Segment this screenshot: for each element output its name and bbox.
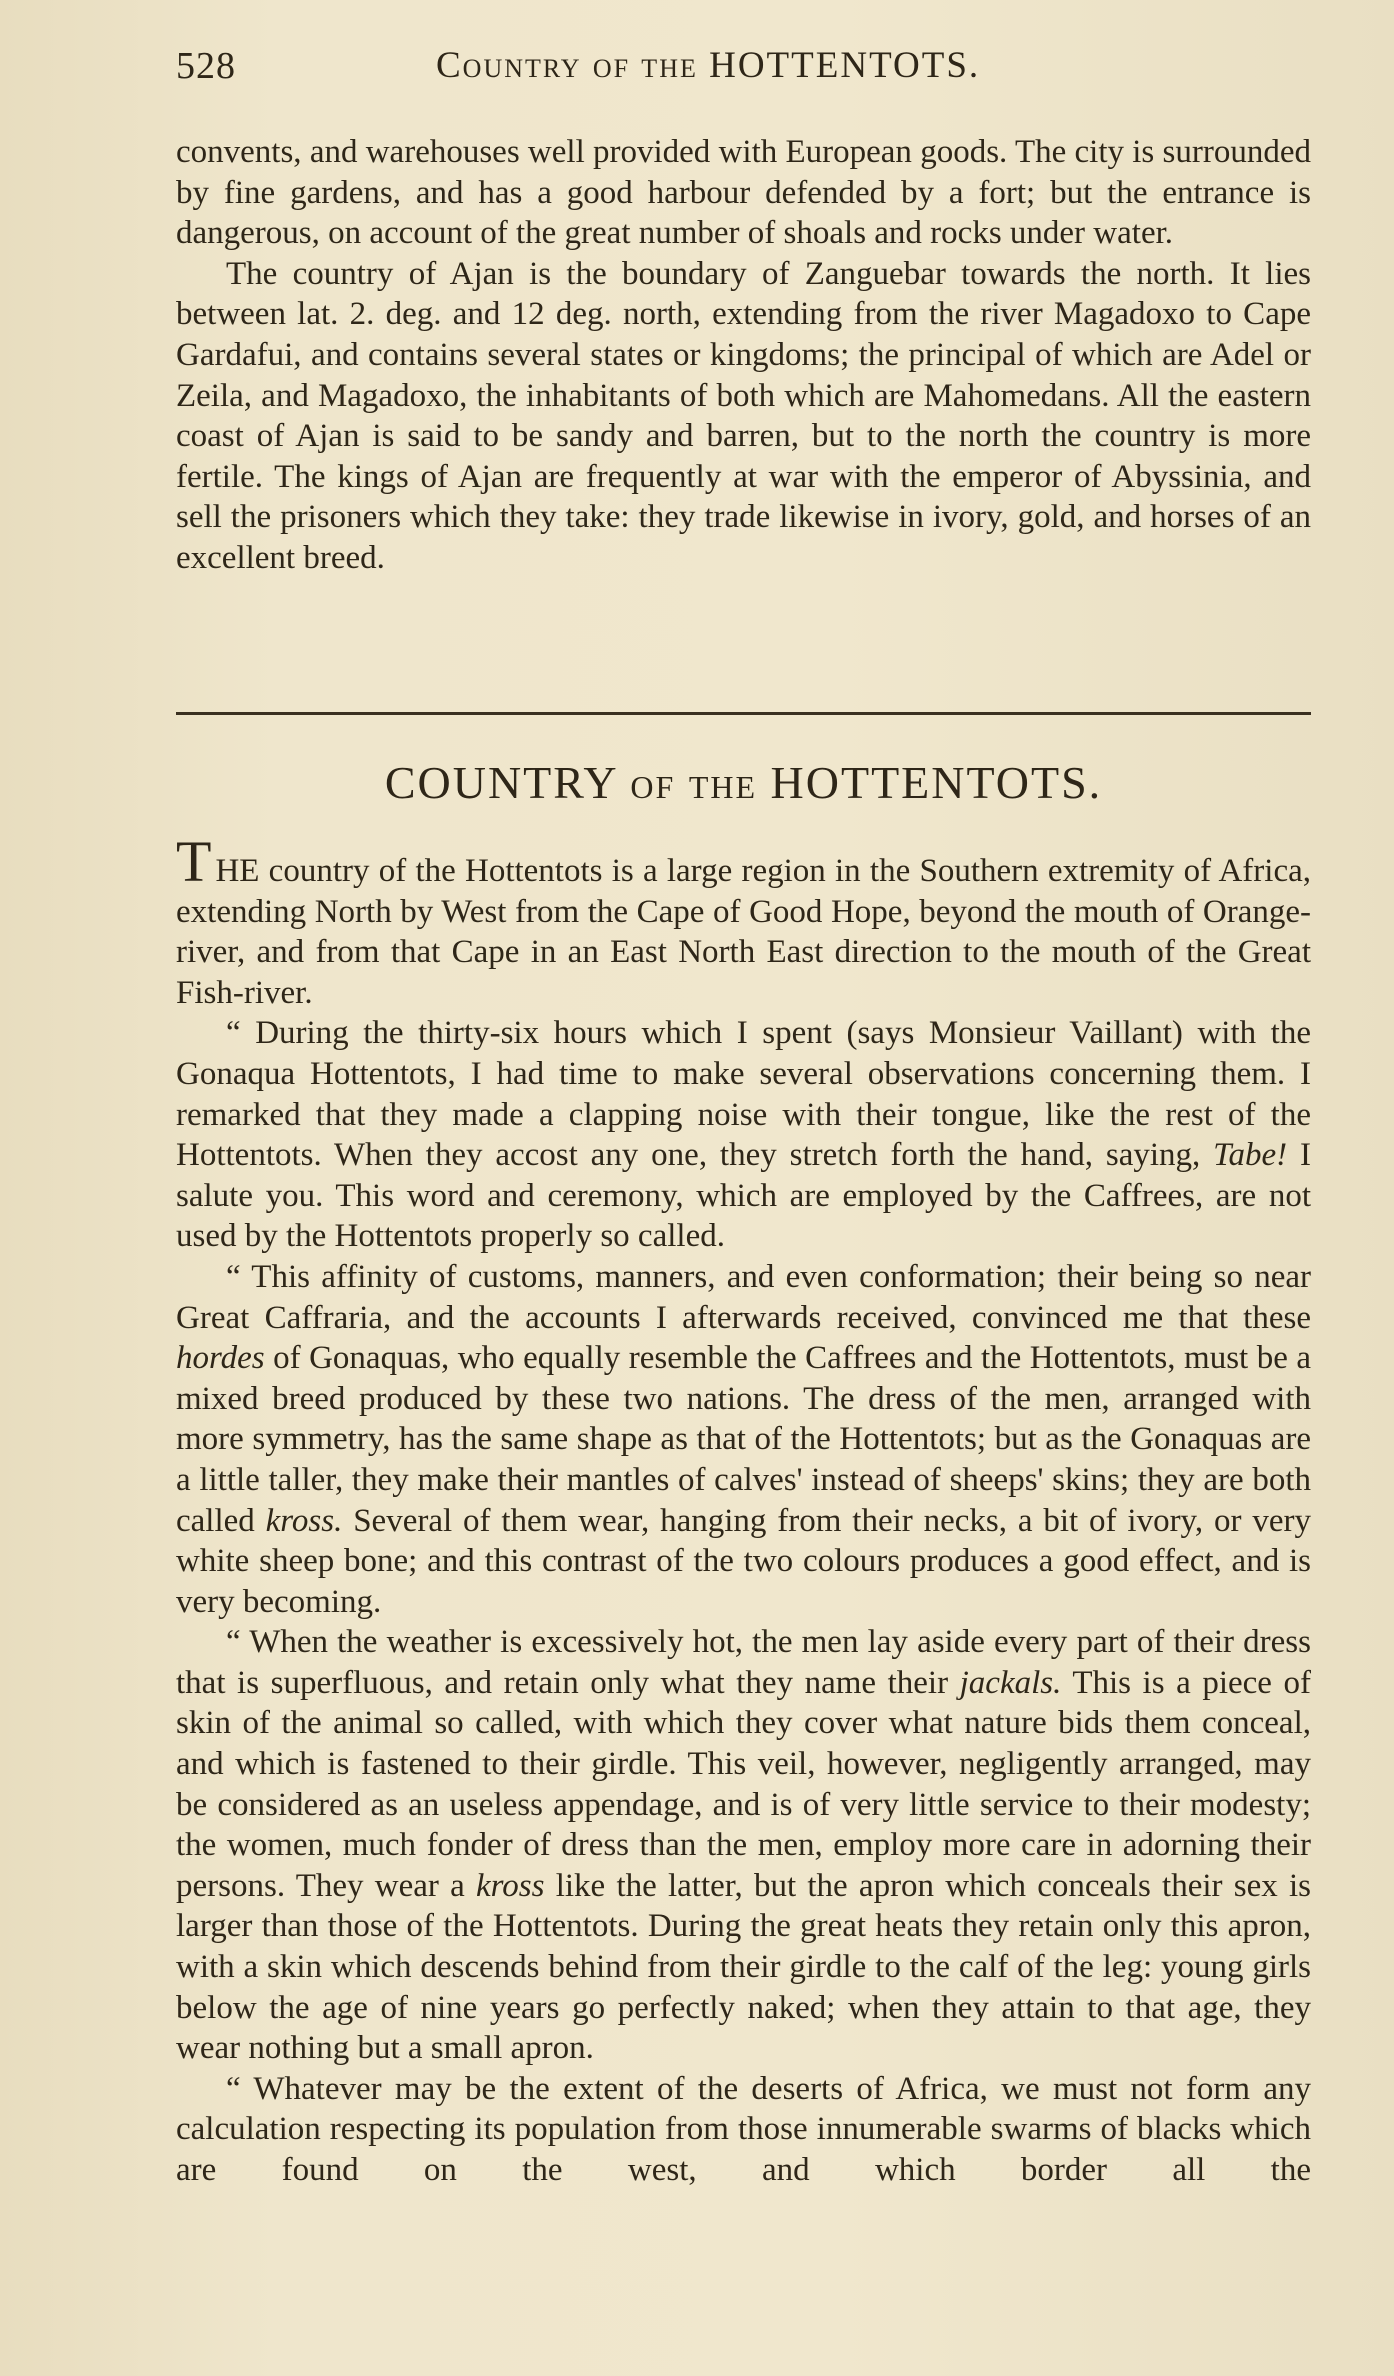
para2-italic: Tabe! (1213, 1137, 1288, 1174)
paragraph-affinity (176, 1257, 1311, 1622)
section-divider (176, 712, 1311, 715)
main-text-block (176, 829, 1311, 2191)
paragraph-gonaqua (176, 1013, 1311, 1257)
running-head (176, 44, 1311, 104)
para3-text-c: Several of them wear, hanging from their necks, a bit of ivory, or very white sheep bone; and this contrast of the two colours produces a good effect, and is very becoming. (176, 1502, 1311, 1620)
para4-italic-kross: kross (476, 1867, 545, 1904)
intro-text: HE country of the Hottentots is a large region in the Southern extremity of Africa, extending North by West from the Cape of Good Hope, beyond the mouth of Orange-river, and from that Cape in an East North East direction to the mouth of the Great Fish-river. (176, 853, 1311, 1011)
running-title: Country of the HOTTENTOTS. (436, 45, 981, 86)
para3-text-a: “ This affinity of customs, manners, and even conformation; their being so near Great Caffraria, and the accounts I afterwards received, convinced me that these (176, 1258, 1311, 1336)
para2-text-b: I salute you. This word and ceremony, which are employed by the Caffrees, are not used by the Hottentots properly so called. (176, 1137, 1311, 1255)
section-title: COUNTRY of the HOTTENTOTS. (384, 757, 1103, 808)
para4-text-c: like the latter, but the apron which conceals their sex is larger than those of the Hottentots. During the great heats they retain only this apron, with a skin which descends behind from their girdle to the calf of the leg: young girls below the age of nine years go perfectly naked; when they attain to that age, they wear nothing but a small apron. (176, 1867, 1311, 2067)
para3-italic-kross: kross. (265, 1502, 343, 1539)
paragraph-ajan: The country of Ajan is the boundary of Zanguebar towards the north. It lies between lat. 2. deg. and 12 deg. north, extending from the river Magadoxo to Cape Gardafui, and contains several states or kingdoms; the principal of which are Adel or Zeila, and Magadoxo, the inhabitants of both which are Mahomedans. All the eastern coast of Ajan is said to be sandy and barren, but to the north the country is more fertile. The kings of Ajan are frequently at war with the emperor of Abyssinia, and sell the prisoners which they take: they trade likewise in ivory, gold, and horses of an excellent breed. (176, 255, 1311, 576)
top-text-block (176, 132, 1311, 579)
paragraph-convents: convents, and warehouses well provided with European goods. The city is surrounded by fine gardens, and has a good harbour defended by a fort; but the entrance is dangerous, on account of the great number of shoals and rocks under water. (176, 134, 1311, 252)
paragraph-weather (176, 1622, 1311, 2069)
para3-text-b: of Gonaquas, who equally resemble the Caffrees and the Hottentots, must be a mixed breed produced by these two nations. The dress of the men, arranged with more symmetry, has the same shape as that of the Hottentots; but as the Gonaquas are a little taller, they make their mantles of calves' instead of sheeps' skins; they are both called (176, 1340, 1311, 1539)
paragraph-deserts: “ Whatever may be the extent of the deserts of Africa, we must not form any calculation respecting its population from those innumerable swarms of blacks which are found on the west, and which border all the (176, 2070, 1311, 2188)
para4-text-a: “ When the weather is excessively hot, the men lay aside every part of their dress that is superfluous, and retain only what they name their (176, 1624, 1311, 1701)
para3-italic-hordes: hordes (176, 1340, 265, 1377)
page-number: 528 (176, 45, 236, 87)
para2-text-a: “ During the thirty-six hours which I spent (says Monsieur Vaillant) with the Gonaqua Hottentots, I had time to make several observations concerning them. I remarked that they made a clapping noise with their tongue, like the rest of the Hottentots. When they accost any one, they stretch forth the hand, saying, (176, 1015, 1311, 1174)
para4-text-b: This is a piece of skin of the animal so called, with which they cover what nature bids them conceal, and which is fastened to their girdle. This veil, however, negligently arranged, may be considered as an useless appendage, and is of very little service to their modesty; the women, much fonder of dress than the men, employ more care in adorning their persons. They wear a (176, 1664, 1311, 1904)
drop-cap: T (176, 829, 212, 894)
paragraph-intro (176, 829, 1311, 1013)
para4-italic-jackals: jackals. (959, 1664, 1062, 1701)
